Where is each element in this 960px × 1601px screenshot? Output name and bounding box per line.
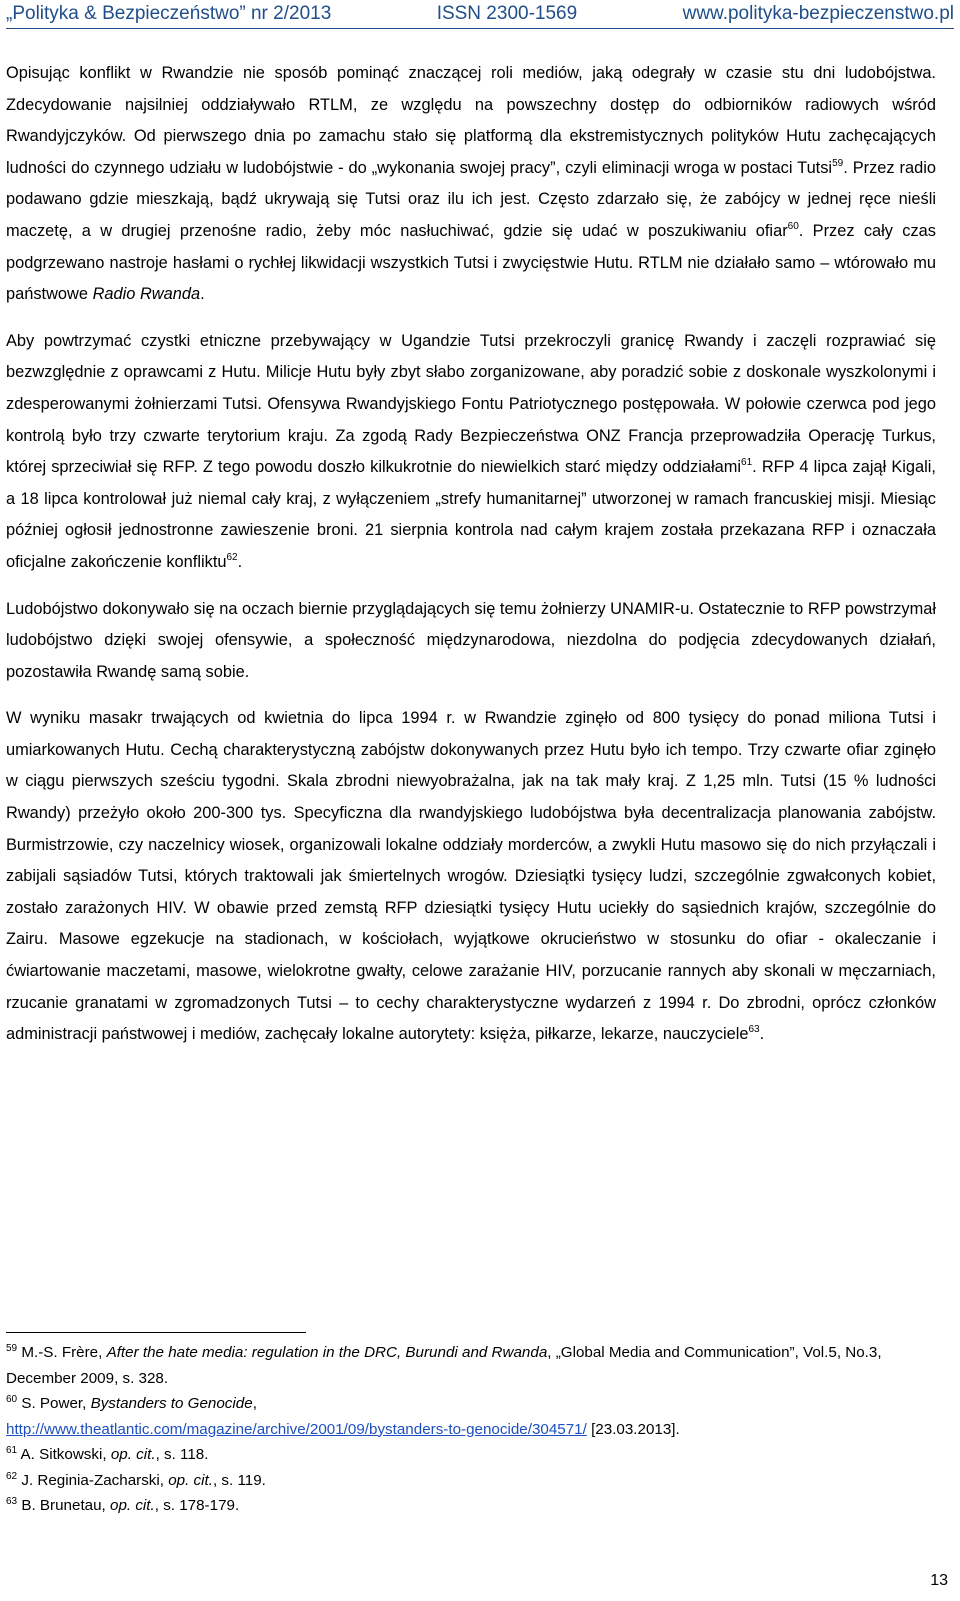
paragraph-offensive xyxy=(6,326,936,579)
source-link[interactable]: http://www.theatlantic.com/magazine/archive/2001/09/bystanders-to-genocide/304571/ xyxy=(6,1420,587,1438)
paragraph-unamir xyxy=(6,594,936,689)
footnote-number: 63 xyxy=(6,1496,18,1507)
text: J. Reginia-Zacharski, xyxy=(17,1471,169,1489)
footnote-63 xyxy=(6,1493,926,1519)
footnote-ref-60[interactable]: 60 xyxy=(787,220,799,232)
text-italic: op. cit. xyxy=(168,1471,213,1489)
text: , xyxy=(252,1395,257,1412)
text: M.-S. Frère, xyxy=(17,1344,107,1361)
text: , „Global Media and Communication”, Vol.5, No.3, December 2009, s. 328. xyxy=(6,1344,882,1387)
text: , s. 118. xyxy=(155,1446,209,1463)
access-date: [23.03.2013]. xyxy=(586,1420,680,1438)
text-italic: Bystanders to Genocide xyxy=(90,1395,253,1412)
text: Ludobójstwo dokonywało się na oczach biernie przyglądających się temu żołnierzy UNAMIR-u. Ostatecznie to RFP powstrzymał ludobójstwo dzięki swojej ofensywie, a społeczność międzynarodowa, niezdolna do podjęcia zdecydowanych działań, pozostawiła Rwandę samą sobie. xyxy=(6,599,936,681)
text-italic: op. cit. xyxy=(110,1446,156,1463)
footnote-ref-59[interactable]: 59 xyxy=(832,157,844,169)
footnote-number: 59 xyxy=(6,1343,18,1354)
footnote-number: 62 xyxy=(6,1470,18,1482)
text-italic: After the hate media: regulation in the DRC, Burundi and Rwanda xyxy=(106,1344,548,1361)
text: . xyxy=(759,1025,765,1044)
page-header xyxy=(6,0,954,29)
text-italic: op. cit. xyxy=(110,1497,155,1514)
footnotes xyxy=(6,1340,926,1519)
text: . RFP 4 lipca zajął Kigali, a 18 lipca kontrolował już niemal cały kraj, z wyłączeniem „strefy humanitarnej” utworzonej w ramach francuskiej misji. Miesiąc później ogłosił jednostronne zawieszenie broni. 21 sierpnia kontrola nad całym krajem została przekazana RFP i oznaczała oficjalne zakończenie konfliktu xyxy=(6,458,936,571)
text: Opisując konflikt w Rwandzie nie sposób pominąć znaczącej roli mediów, jaką odegrały w czasie stu dni ludobójstwa. Zdecydowanie najsilniej oddziaływało RTLM, ze względu na powszechny dostęp do odbiorników radiowych wśród Rwandyjczyków. Od pierwszego dnia po zamachu stało się platformą dla ekstremistycznych polityków Hutu zachęcających ludności do czynnego udziału w ludobójstwie - do „wykonania swojej pracy”, czyli eliminacji wroga w postaci Tutsi xyxy=(6,64,936,177)
footnote-divider xyxy=(6,1332,306,1333)
text: . Przez cały czas podgrzewano nastroje hasłami o rychłej likwidacji wszystkich Tutsi i zwycięstwie Hutu. RTLM nie działało samo – wtórowało mu państwowe xyxy=(6,221,936,304)
paragraph-victims xyxy=(6,703,936,1051)
paragraph-media xyxy=(6,58,936,311)
text: W wyniku masakr trwających od kwietnia do lipca 1994 r. w Rwandzie zginęło od 800 tysięcy do ponad miliona Tutsi i umiarkowanych Hutu. Cechą charakterystyczną zabójstw dokonywanych przez Hutu było ich tempo. Trzy czwarte ofiar zginęło w ciągu pierwszych sześciu tygodni. Skala zbrodni niewyobrażalna, jak na tak mały kraj. Z 1,25 mln. Tutsi (15 % ludności Rwandy) przeżyło około 200-300 tys. Specyficzna dla rwandyjskiego ludobójstwa była decentralizacja planowania zabójstw. Burmistrzowie, czy naczelnicy wiosek, organizowali lokalne oddziały morderców, a zwykli Hutu masowo się do nich przyłączali i zabijali sąsiadów Tutsi, których traktowali jak śmiertelnych wrogów. Dziesiątki tysięcy ludzi, szczególnie zgwałconych kobiet, zostało zarażonych HIV. W obawie przed zemstą RFP dziesiątki tysięcy Hutu uciekły do sąsiednich krajów, szczególnie do Zairu. Masowe egzekucje na stadionach, w kościołach, wyjątkowe okrucieństwo w stosunku do ofiar - okaleczanie i ćwiartowanie maczetami, masowe, wielokrotne gwałty, celowe zarażanie HIV, porzucanie rannych aby skonali w męczarniach, rzucanie granatami w zgromadzonych Tutsi – to cechy charakterystyczne wydarzeń z 1994 r. Do zbrodni, oprócz członków administracji państwowej i mediów, zachęcały lokalne autorytety: księża, piłkarze, lekarze, nauczyciele xyxy=(6,709,936,1044)
issn: ISSN 2300-1569 xyxy=(436,3,578,24)
footnote-59 xyxy=(6,1340,926,1391)
text: . Przez radio podawano gdzie mieszkają, bądź ukrywają się Tutsi oraz ilu ich jest. Często zdarzało się, że zabójcy w jednej ręce nieśli maczetę, a w drugiej przenośne radio, żeby móc nasłuchiwać, gdzie się udać w poszukiwaniu ofiar xyxy=(6,158,936,240)
footnote-number: 60 xyxy=(6,1394,18,1405)
journal-title: „Polityka & Bezpieczeństwo” nr 2/2013 xyxy=(6,3,332,24)
text: Aby powtrzymać czystki etniczne przebywający w Ugandzie Tutsi przekroczyli granicę Rwandy i zaczęli rozprawiać się bezwzględnie z oprawcami z Hutu. Milicje Hutu były zbyt słabo zorganizowane, aby poradzić sobie z doskonale wyszkolonymi i zdesperowanymi żołnierzami Tutsi. Ofensywa Rwandyjskiego Fontu Patriotycznego postępowała. W połowie czerwca pod jego kontrolą było trzy czwarte terytorium kraju. Za zgodą Rady Bezpieczeństwa ONZ Francja przeprowadziła Operację Turkus, której sprzeciwiał się RFP. Z tego powodu doszło kilkukrotnie do niewielkich starć między oddziałami xyxy=(6,331,936,477)
text: . xyxy=(200,285,205,304)
footnote-61 xyxy=(6,1442,926,1468)
text-italic: Radio Rwanda xyxy=(92,285,201,304)
footnote-number: 61 xyxy=(6,1445,18,1456)
website: www.polityka-bezpieczenstwo.pl xyxy=(682,3,954,24)
text: A. Sitkowski, xyxy=(17,1446,111,1463)
footnote-62 xyxy=(6,1468,926,1494)
footnote-ref-62[interactable]: 62 xyxy=(226,551,238,563)
text: B. Brunetau, xyxy=(17,1497,110,1514)
article-body xyxy=(6,58,936,1066)
page-number: 13 xyxy=(930,1572,948,1589)
footnote-ref-61[interactable]: 61 xyxy=(741,457,753,469)
footnote-ref-63[interactable]: 63 xyxy=(748,1024,760,1036)
footnote-60 xyxy=(6,1391,926,1442)
text: , s. 178-179. xyxy=(154,1497,240,1514)
text: . xyxy=(237,552,243,571)
text: , s. 119. xyxy=(212,1471,266,1489)
text: S. Power, xyxy=(17,1395,91,1412)
